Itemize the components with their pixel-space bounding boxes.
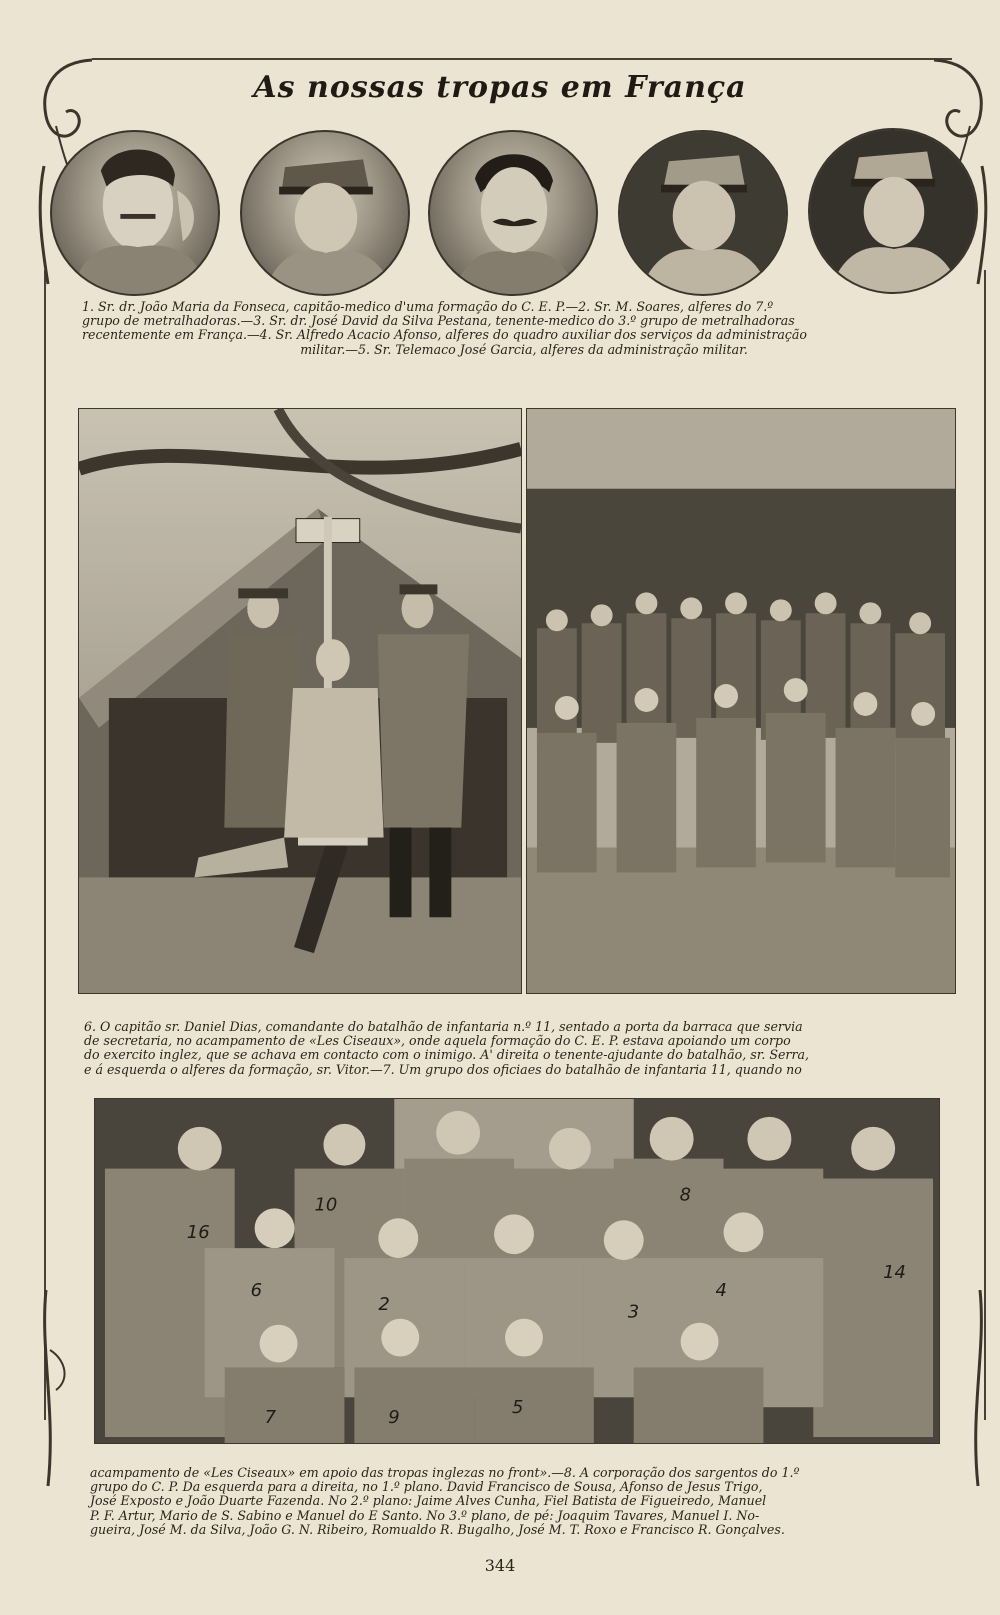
group-number-label: 10 [314, 1194, 338, 1216]
group-number-label: 16 [186, 1222, 210, 1244]
caption-portraits [82, 300, 966, 357]
caption-line: grupo de metralhadoras.—3. Sr. dr. José David da Silva Pestana, tenente-medico do 3.º grupo de metralhadoras [82, 313, 795, 329]
caption-line: de secretaria, no acampamento de «Les Ciseaux», onde aquela formação do C. E. P. estava apoiando um corpo [84, 1033, 791, 1049]
caption-line: recentemente em França.—4. Sr. Alfredo Acacio Afonso, alferes do quadro auxiliar dos serviços da administração [82, 327, 808, 343]
caption-line: P. F. Artur, Mario de S. Sabino e Manuel do E Santo. No 3.º plano, de pé: Joaquim Tavares, Manuel I. No- [90, 1507, 760, 1523]
ornament-bottom-left-icon [36, 1290, 96, 1490]
caption-line: 6. O capitão sr. Daniel Dias, comandante do batalhão de infantaria n.º 11, sentado a porta da barraca que servia [84, 1019, 803, 1034]
page-number: 344 [484, 1556, 516, 1575]
group-number-label: 2 [378, 1293, 390, 1315]
caption-line: militar.—5. Sr. Telemaco José Garcia, alferes da administração militar. [300, 341, 748, 357]
caption-line: 1. Sr. dr. João Maria da Fonseca, capitão-medico d'uma formação do C. E. P.—2. Sr. M. Soares, alferes do 7.º [82, 299, 774, 314]
portrait-2 [240, 130, 410, 296]
page-title: As nossas tropas em França [253, 70, 747, 105]
group-number-label: 14 [883, 1261, 906, 1283]
portrait-4 [618, 130, 788, 296]
caption-photos-6-7 [84, 1020, 956, 1077]
group-number-label: 4 [715, 1279, 727, 1301]
caption-line: José Exposto e João Duarte Fazenda. No 2.º plano: Jaime Alves Cunha, Fiel Batista de Figueiredo, Manuel [90, 1493, 767, 1509]
group-number-label: 6 [250, 1279, 263, 1301]
frame-left-rule [44, 270, 46, 1420]
group-number-label: 9 [388, 1407, 400, 1429]
portrait-1 [50, 130, 220, 296]
frame-top-rule [92, 58, 952, 60]
caption-line: do exercito inglez, que se achava em contacto com o inimigo. A' direita o tenente-ajudante do batalhão, sr. Serra, [84, 1047, 809, 1063]
frame-right-rule [984, 270, 986, 1420]
photo-officers-group [526, 408, 956, 994]
group-number-label: 5 [512, 1397, 524, 1419]
caption-line: acampamento de «Les Ciseaux» em apoio das tropas inglezas no front».—8. A corporação dos sargentos do 1.º [90, 1465, 800, 1480]
ornament-bottom-right-icon [950, 1290, 990, 1490]
photo-tent [78, 408, 522, 994]
portrait-3 [428, 130, 598, 296]
group-number-label: 7 [264, 1407, 277, 1429]
caption-line: gueira, José M. da Silva, João G. N. Ribeiro, Romualdo R. Bugalho, José M. T. Roxo e Francisco R. Gonçalves. [90, 1521, 785, 1537]
photo-sergeants-group [94, 1098, 940, 1444]
group-number-label: 3 [627, 1301, 640, 1323]
caption-line: grupo do C. P. Da esquerda para a direita, no 1.º plano. David Francisco de Sousa, Afonso de Jesus Trigo, [90, 1479, 763, 1495]
caption-photo-8 [90, 1466, 936, 1537]
caption-line: e á esquerda o alferes da formação, sr. Vitor.—7. Um grupo dos oficiaes do batalhão de infantaria 11, quando no [84, 1061, 802, 1077]
group-number-label: 8 [679, 1184, 692, 1206]
portrait-5 [808, 128, 978, 294]
